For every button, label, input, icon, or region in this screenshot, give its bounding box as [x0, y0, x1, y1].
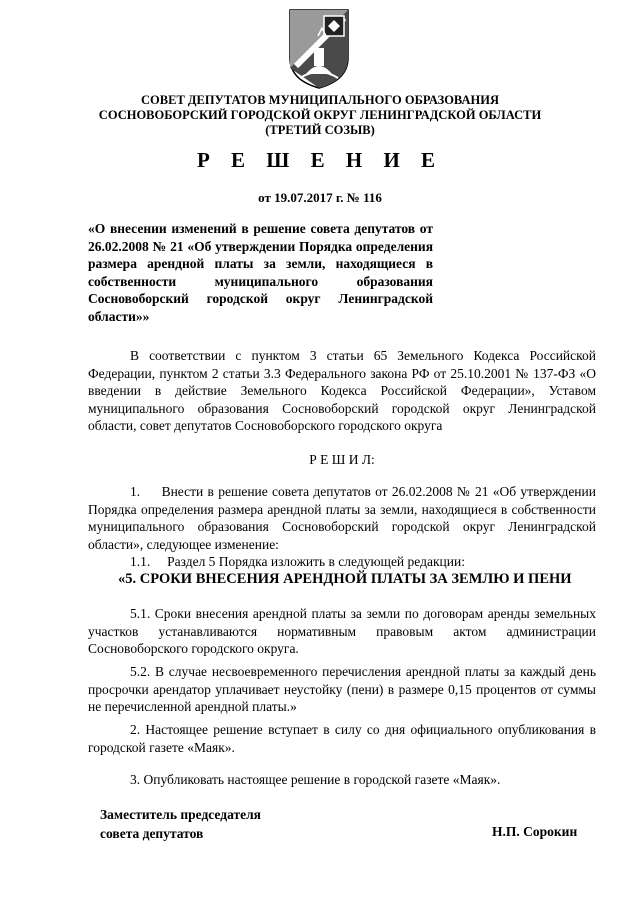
- council-name-line2: СОСНОВОБОРСКИЙ ГОРОДСКОЙ ОКРУГ ЛЕНИНГРАДСКОЙ ОБЛАСТИ: [98, 108, 542, 122]
- resolution-heading: Р Е Ш И Л:: [309, 452, 375, 467]
- item-2: 2. Настоящее решение вступает в силу со дня официального опубликования в городской газете «Маяк».: [88, 722, 596, 755]
- item-1: 1. Внести в решение совета депутатов от 26.02.2008 № 21 «Об утверждении Порядка определения размера арендной платы за земли, находящиеся в собственности муниципального образования Сосновоборский городской округ Ленинградской области», следующее изменение:: [88, 484, 600, 552]
- convocation-line: (ТРЕТИЙ СОЗЫВ): [265, 123, 375, 137]
- section-5-heading: «5. СРОКИ ВНЕСЕНИЯ АРЕНДНОЙ ПЛАТЫ ЗА ЗЕМЛЮ И ПЕНИ: [118, 571, 572, 587]
- decision-subject: «О внесении изменений в решение совета депутатов от 26.02.2008 № 21 «Об утверждении Порядка определения размера арендной платы за земли, находящиеся в собственности муниципального образования Сосновоборский городской округ Ленинградской области»»: [88, 221, 433, 324]
- item-3: 3. Опубликовать настоящее решение в городской газете «Маяк».: [130, 772, 501, 787]
- signatory-name: Н.П. Сорокин: [492, 824, 578, 839]
- signatory-position: [100, 805, 261, 843]
- document-title: Р Е Ш Е Н И Е: [196, 148, 444, 172]
- paragraph-5-1: 5.1. Сроки внесения арендной платы за земли по договорам аренды земельных участков устанавливаются нормативным правовым актом администрации Сосновоборского городского округа.: [88, 606, 596, 656]
- signatory-position-line1: Заместитель председателя: [100, 807, 261, 822]
- preamble: В соответствии с пунктом 3 статьи 65 Земельного Кодекса Российской Федерации, пунктом 2 статьи 3.3 Федерального закона РФ от 25.10.2001 № 137-ФЗ «О введении в действие Земельного Кодекса Российской Федерации», Уставом муниципального образования Сосновоборский городской округ Ленинградской области, совет депутатов Сосновоборского городского округа: [88, 348, 596, 433]
- paragraph-5-2: 5.2. В случае несвоевременного перечисления арендной платы за каждый день просрочки арендатор уплачивает неустойку (пени) в размере 0,15 процентов от суммы не перечисленной арендной платы.»: [88, 664, 596, 714]
- decision-date-number: от 19.07.2017 г. № 116: [258, 190, 382, 205]
- council-name-line1: СОВЕТ ДЕПУТАТОВ МУНИЦИПАЛЬНОГО ОБРАЗОВАНИЯ: [141, 93, 499, 107]
- item-1-1: 1.1. Раздел 5 Порядка изложить в следующей редакции:: [130, 554, 465, 569]
- coat-of-arms-icon: [288, 8, 350, 90]
- signatory-position-line2: совета депутатов: [100, 826, 204, 841]
